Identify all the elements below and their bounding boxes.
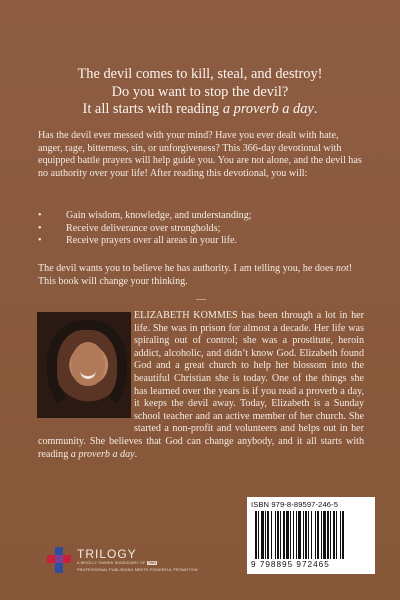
isbn-text: ISBN 979-8-89597-246-5 <box>251 500 339 509</box>
benefit-list <box>38 210 358 248</box>
barcode-bar <box>283 511 285 559</box>
barcode-bar <box>311 511 312 559</box>
barcode-bar <box>315 511 316 559</box>
author-bio-emphasis: a proverb a day <box>70 448 135 460</box>
barcode-bar <box>290 511 291 559</box>
barcode-bar <box>342 511 344 559</box>
barcode-bar <box>330 511 331 559</box>
headline-emphasis: a proverb a day <box>222 101 314 117</box>
headline-line-1: The devil comes to kill, steal, and destroy! <box>77 66 323 82</box>
barcode-bar <box>308 511 309 559</box>
benefit-item: • Receive prayers over all areas in your life. <box>38 235 358 248</box>
publisher-name: TRILOGY <box>77 547 137 561</box>
section-divider: — <box>196 294 206 305</box>
barcode-bar <box>271 511 272 559</box>
benefit-item: • Receive deliverance over strongholds; <box>38 223 358 236</box>
tbn-logo: TBN <box>147 561 157 565</box>
barcode-bar <box>261 511 264 559</box>
trilogy-cross-icon <box>47 547 71 573</box>
author-photo <box>37 312 131 418</box>
author-bio: ELIZABETH KOMMES has been through a lot in her life. She was in prison for almost a decade. Her life was spiraling out of control; she was a prostitute, heroin addict, alcoholic, and didn’t know God. Elizabeth found God and a great church to help her blossom into the beautiful Christian she is today. One of the things she has learned over the years is if you read a proverb a day, it keeps the devil away. Today, Elizabeth is a Sunday school teacher and an active member of her church. She started a non-profit and volunteers and helps out in her community. She believes that God can change anybody, and it all starts with reading a proverb a day. <box>38 310 364 460</box>
barcode-bar <box>258 511 259 559</box>
benefit-item: • Gain wisdom, knowledge, and understanding; <box>38 210 358 223</box>
barcode-bar <box>255 511 257 559</box>
headline-line-2: Do you want to stop the devil? <box>111 83 289 100</box>
barcode-bar <box>340 511 341 559</box>
barcode-bar <box>280 511 281 559</box>
barcode-bar <box>336 511 337 559</box>
publisher-logo <box>47 547 207 575</box>
headline <box>20 66 380 119</box>
closing-paragraph: The devil wants you to believe he has authority. I am telling you, he does not! This book will change your thinking. <box>38 263 353 287</box>
barcode-bar <box>286 511 289 559</box>
author-bio-text: ELIZABETH KOMMES has been through a lot in her life. She was in prison for almost a decade. Her life was spiraling out of control; she was a prostitute, heroin addict, alcoholic, and didn’t know God. Elizabeth found God and a great church to help her blossom into the beautiful Christian she is today. One of the things she has learned over the years is if you read a proverb a day, it keeps the devil away. Today, Elizabeth is a Sunday school teacher and an active member of her church. She started a non-profit and volunteers and helps out in her community. She believes that God can change anybody, and it all starts with reading <box>38 310 364 460</box>
barcode-bar <box>333 511 335 559</box>
barcode-number: 9 798895 972465 <box>251 560 330 569</box>
barcode-bar <box>327 511 329 559</box>
barcode-bar <box>323 511 326 559</box>
publisher-tagline: PROFESSIONAL PUBLISHING MEETS POWERFUL PROMOTION <box>77 568 198 572</box>
isbn-barcode <box>247 497 375 574</box>
barcode-bar <box>293 511 294 559</box>
barcode-bar <box>296 511 297 559</box>
barcode-bar <box>317 511 319 559</box>
intro-paragraph: Has the devil ever messed with your mind? Have you ever dealt with hate, anger, rage, bitterness, sin, or unforgiveness? This 366-day devotional with equipped battle prayers will help guide you. You are not alone, and the devil has no authority over your life! After reading this devotional, you will: <box>38 130 362 179</box>
barcode-bar <box>303 511 304 559</box>
headline-line-3: It all starts with reading a proverb a day. <box>82 101 318 117</box>
barcode-bar <box>321 511 322 559</box>
barcode-bar <box>298 511 301 559</box>
barcode-bar <box>305 511 307 559</box>
barcode-bar <box>277 511 279 559</box>
barcode-bar <box>267 511 269 559</box>
barcode-bar <box>265 511 266 559</box>
barcode-bar <box>275 511 276 559</box>
barcode-bars <box>255 511 371 559</box>
publisher-subsidiary: A WHOLLY OWNED SUBSIDIARY OF TBN <box>77 561 157 565</box>
